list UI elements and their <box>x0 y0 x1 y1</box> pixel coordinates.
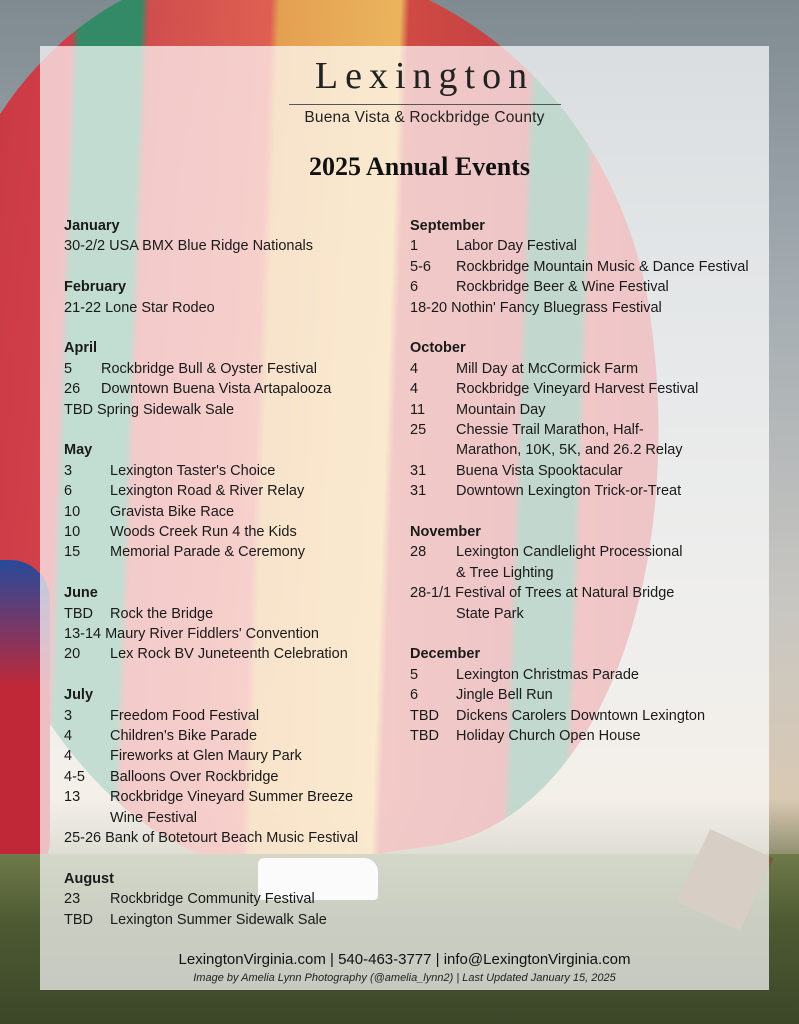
event-name: Mountain Day <box>456 401 546 418</box>
event-row <box>64 746 394 766</box>
event-date: 13 <box>64 789 81 806</box>
event-date: 15 <box>64 544 81 561</box>
event-name: Children's Bike Parade <box>110 728 258 745</box>
event-name: Festival of Trees at Natural Bridge <box>455 585 675 602</box>
event-date: 5-6 <box>410 258 431 275</box>
month-heading: January <box>64 218 120 234</box>
event-date: 4 <box>410 381 419 398</box>
event-row <box>410 400 770 420</box>
event-date: 26 <box>64 381 81 398</box>
brand-subtitle: Buena Vista & Rockbridge County <box>304 109 545 126</box>
event-name: Chessie Trail Marathon, Half- <box>456 422 644 439</box>
event-name: Holiday Church Open House <box>456 728 641 745</box>
month-december <box>410 644 770 746</box>
event-row <box>410 461 770 481</box>
event-date: 4 <box>410 360 419 377</box>
month-june <box>64 583 394 665</box>
event-date: TBD <box>64 401 93 418</box>
event-row <box>410 706 770 726</box>
event-row <box>410 420 770 440</box>
contact-info: LexingtonVirginia.com | 540-463-3777 | info@LexingtonVirginia.com <box>178 951 631 968</box>
event-date: 21-22 <box>64 299 102 316</box>
event-date: 1 <box>410 238 419 255</box>
event-date: 4-5 <box>64 768 85 785</box>
event-date: TBD <box>410 728 439 745</box>
month-july <box>64 685 394 848</box>
event-row <box>64 706 394 726</box>
event-name: Rockbridge Vineyard Summer Breeze <box>110 789 354 806</box>
event-date: 18-20 <box>410 299 448 316</box>
event-row <box>64 522 394 542</box>
event-name: Lexington Road & River Relay <box>110 483 305 500</box>
event-name: Nothin' Fancy Bluegrass Festival <box>451 299 662 316</box>
month-january <box>64 216 394 257</box>
month-heading: June <box>64 585 98 602</box>
event-name: USA BMX Blue Ridge Nationals <box>109 238 314 255</box>
event-name: Woods Creek Run 4 the Kids <box>110 524 297 541</box>
event-row <box>410 379 770 399</box>
event-date: 5 <box>410 666 419 683</box>
event-row <box>64 828 394 848</box>
event-row <box>410 583 770 603</box>
event-name: Buena Vista Spooktacular <box>456 462 623 479</box>
event-date: 11 <box>410 401 426 418</box>
event-date: 25-26 <box>64 830 102 847</box>
month-april <box>64 338 394 420</box>
event-row <box>410 481 770 501</box>
event-name-continued: & Tree Lighting <box>456 564 554 581</box>
event-row <box>410 298 770 318</box>
event-date: 3 <box>64 462 73 479</box>
event-name: Lexington Candlelight Processional <box>456 544 683 561</box>
event-row <box>410 665 770 685</box>
event-name: Freedom Food Festival <box>110 707 260 724</box>
event-name: Gravista Bike Race <box>110 503 235 520</box>
month-heading: April <box>64 340 98 357</box>
event-row <box>64 889 394 909</box>
event-date: 4 <box>64 748 73 765</box>
month-september <box>410 216 770 318</box>
month-heading: December <box>410 646 481 663</box>
month-february <box>64 277 394 318</box>
event-row <box>410 359 770 379</box>
event-date: 28 <box>410 544 427 561</box>
event-name: Lexington Christmas Parade <box>456 666 639 683</box>
page-title: 2025 Annual Events <box>308 152 531 181</box>
event-row <box>410 685 770 705</box>
event-row <box>64 604 394 624</box>
event-name: Rockbridge Vineyard Harvest Festival <box>456 381 699 398</box>
event-row <box>64 624 394 644</box>
event-name-continued: Marathon, 10K, 5K, and 26.2 Relay <box>456 442 683 459</box>
event-date: TBD <box>64 911 93 928</box>
photo-credit: Image by Amelia Lynn Photography (@amelia_lynn2) | Last Updated January 15, 2025 <box>193 972 616 984</box>
event-name: Rockbridge Mountain Music & Dance Festival <box>456 258 749 275</box>
event-date: 13-14 <box>64 626 102 643</box>
event-name: Downtown Lexington Trick-or-Treat <box>456 483 682 500</box>
event-name: Jingle Bell Run <box>456 687 553 704</box>
event-date: 25 <box>410 422 427 439</box>
month-heading: May <box>64 442 93 459</box>
event-date: 5 <box>64 360 73 377</box>
event-row <box>410 257 770 277</box>
event-row <box>410 236 770 256</box>
event-name-continued: Wine Festival <box>110 809 198 826</box>
event-name: Dickens Carolers Downtown Lexington <box>456 707 706 724</box>
month-heading: July <box>64 687 94 704</box>
event-row <box>64 359 394 379</box>
event-name: Mill Day at McCormick Farm <box>456 360 639 377</box>
events-column-left <box>64 216 394 951</box>
month-heading: November <box>410 524 481 541</box>
month-heading: August <box>64 870 114 887</box>
event-name: Maury River Fiddlers' Convention <box>105 626 319 643</box>
month-november <box>410 522 770 624</box>
event-row <box>64 910 394 930</box>
event-date: 3 <box>64 707 73 724</box>
month-may <box>64 440 394 562</box>
month-august <box>64 869 394 930</box>
event-date: 28-1/1 <box>410 585 452 602</box>
event-date: 31 <box>410 483 427 500</box>
event-name: Lexington Taster's Choice <box>110 462 276 479</box>
events-column-right <box>410 216 770 767</box>
event-row <box>64 236 394 256</box>
brand-logo <box>0 54 799 127</box>
event-row <box>410 277 770 297</box>
event-row <box>64 542 394 562</box>
event-row <box>64 298 394 318</box>
event-date: 6 <box>410 687 419 704</box>
event-name: Fireworks at Glen Maury Park <box>110 748 302 765</box>
event-name: Rockbridge Bull & Oyster Festival <box>101 360 317 377</box>
logo-divider <box>289 104 561 105</box>
event-name: Spring Sidewalk Sale <box>97 401 235 418</box>
event-name: Memorial Parade & Ceremony <box>110 544 306 561</box>
month-heading: September <box>410 218 485 234</box>
event-date: 30-2/2 <box>64 238 106 255</box>
month-heading: October <box>410 340 466 357</box>
event-name: Rock the Bridge <box>110 605 214 622</box>
event-date: TBD <box>64 605 93 622</box>
event-name: Lex Rock BV Juneteenth Celebration <box>110 646 348 663</box>
event-date: TBD <box>410 707 439 724</box>
event-name-continued: State Park <box>456 605 524 622</box>
event-name: Lexington Summer Sidewalk Sale <box>110 911 327 928</box>
event-date: 6 <box>410 279 419 296</box>
event-row <box>64 502 394 522</box>
month-october <box>410 338 770 501</box>
event-row <box>64 379 394 399</box>
event-row <box>64 726 394 746</box>
event-name: Balloons Over Rockbridge <box>110 768 279 785</box>
event-row <box>64 461 394 481</box>
event-date: 6 <box>64 483 73 500</box>
event-row <box>64 644 394 664</box>
event-date: 23 <box>64 891 81 908</box>
event-date: 4 <box>64 728 73 745</box>
event-row <box>64 400 394 420</box>
event-row <box>410 542 770 562</box>
event-row <box>410 726 770 746</box>
event-date: 31 <box>410 462 427 479</box>
event-date: 10 <box>64 503 81 520</box>
event-row <box>64 787 394 807</box>
event-row <box>64 481 394 501</box>
month-heading: February <box>64 279 127 296</box>
event-row <box>64 767 394 787</box>
event-name: Rockbridge Community Festival <box>110 891 315 908</box>
event-name: Rockbridge Beer & Wine Festival <box>456 279 669 296</box>
event-date: 20 <box>64 646 81 663</box>
event-date: 10 <box>64 524 81 541</box>
event-name: Downtown Buena Vista Artapalooza <box>101 381 332 398</box>
event-name: Lone Star Rodeo <box>105 299 215 316</box>
footer <box>10 951 799 984</box>
brand-title: Lexington <box>314 55 535 97</box>
event-name: Bank of Botetourt Beach Music Festival <box>105 830 359 847</box>
event-name: Labor Day Festival <box>456 238 577 255</box>
